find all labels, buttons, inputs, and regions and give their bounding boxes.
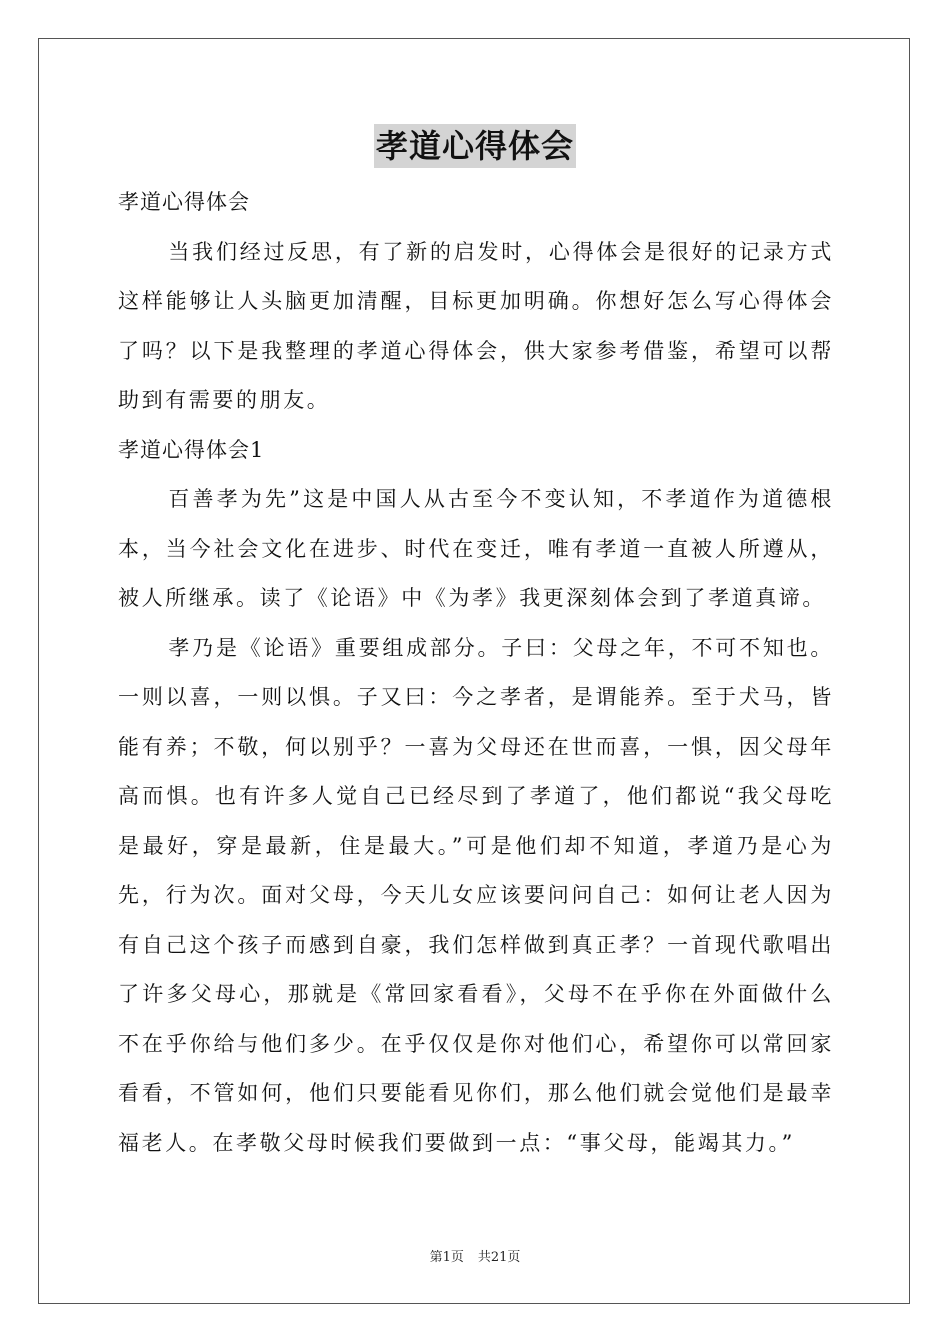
body-paragraph-2: 孝乃是《论语》重要组成部分。子曰：父母之年，不可不知也。一则以喜，一则以惧。子又曰：今之孝者，是谓能养。至于犬马，皆能有养；不敬，何以别乎？一喜为父母还在世而喜，一惧，因父母年高而惧。也有许多人觉自己已经尽到了孝道了，他们都说“我父母吃是最好，穿是最新，住是最大。”可是他们却不知道，孝道乃是心为先，行为次。面对父母，今天儿女应该要问问自己：如何让老人因为有自己这个孩子而感到自豪，我们怎样做到真正孝？一首现代歌唱出了许多父母心，那就是《常回家看看》，父母不在乎你在外面做什么不在乎你给与他们多少。在乎仅仅是你对他们心，希望你可以常回家看看，不管如何，他们只要能看见你们，那么他们就会觉他们是最幸福老人。在孝敬父母时候我们要做到一点：“事父母，能竭其力。” — [118, 635, 834, 1155]
document-body — [118, 178, 834, 1168]
document-subtitle: 孝道心得体会 — [118, 190, 250, 214]
intro-paragraph: 当我们经过反思，有了新的启发时，心得体会是很好的记录方式这样能够让人头脑更加清醒，目标更加明确。你想好怎么写心得体会了吗？以下是我整理的孝道心得体会，供大家参考借鉴，希望可以帮助到有需要的朋友。 — [118, 239, 834, 412]
page-footer — [0, 1246, 950, 1265]
body-paragraph-1: 百善孝为先”这是中国人从古至今不变认知，不孝道作为道德根本，当今社会文化在进步、时代在变迁，唯有孝道一直被人所遵从，被人所继承。读了《论语》中《为孝》我更深刻体会到了孝道真谛。 — [118, 487, 834, 610]
section-heading: 孝道心得体会1 — [118, 437, 265, 462]
page-number: 第1页 — [429, 1250, 464, 1265]
title-container — [0, 124, 950, 168]
document-title: 孝道心得体会 — [374, 124, 576, 168]
page-total: 共21页 — [477, 1250, 521, 1265]
